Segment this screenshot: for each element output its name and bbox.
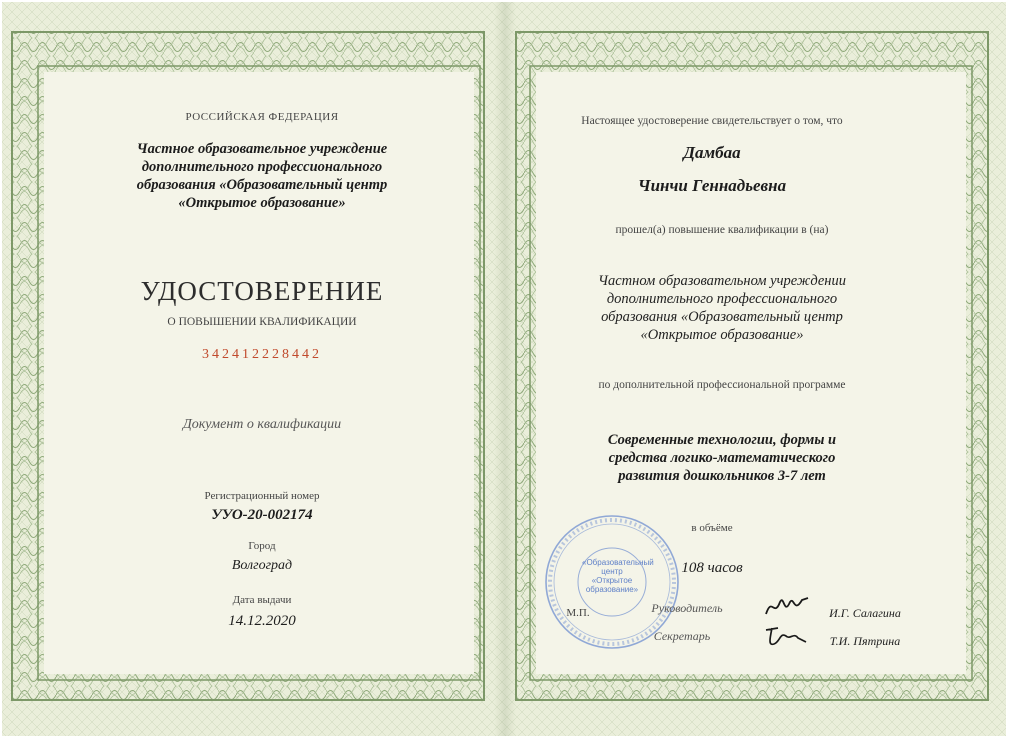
program-title-line: развития дошкольников 3-7 лет — [618, 468, 826, 484]
head-name: И.Г. Салагина — [829, 606, 901, 620]
issuer-org-line: «Открытое образование» — [178, 195, 346, 211]
document-type: Документ о квалификации — [182, 417, 342, 432]
country-label: РОССИЙСКАЯ ФЕДЕРАЦИЯ — [185, 111, 339, 123]
stamp-line: «Открытое — [591, 576, 633, 585]
city-value: Волгоград — [231, 558, 293, 573]
training-org-line: Частном образовательном учреждении — [598, 273, 846, 289]
serial-number: 342412228442 — [202, 347, 322, 362]
secretary-label: Секретарь — [653, 629, 711, 643]
head-label: Руководитель — [651, 601, 723, 615]
program-title-line: средства логико-математического — [608, 450, 836, 466]
issuer-org — [82, 140, 442, 212]
volume-label: в объёме — [691, 522, 733, 534]
training-org-line: «Открытое образование» — [640, 327, 804, 343]
registration-number: УУО-20-002174 — [211, 507, 313, 523]
holder-name: Чинчи Геннадьевна — [637, 176, 787, 195]
head-signature — [762, 592, 812, 620]
program-title — [542, 431, 902, 485]
passed-text: прошел(а) повышение квалификации в (на) — [615, 224, 829, 236]
registration-label: Регистрационный номер — [204, 490, 320, 502]
seal-place-label: М.П. — [566, 607, 590, 619]
stamp-center-text — [582, 558, 654, 594]
training-org-line: дополнительного профессионального — [606, 291, 838, 307]
intro-text: Настоящее удостоверение свидетельствует о том, что — [581, 115, 843, 127]
issuer-org-line: образования «Образовательный центр — [136, 177, 388, 193]
stamp-line: центр — [601, 567, 623, 576]
stamp-line: «Образовательный — [582, 558, 654, 567]
center-fold — [494, 2, 516, 736]
stamp-line: образование» — [585, 585, 639, 594]
program-label: по дополнительной профессиональной программе — [598, 379, 846, 391]
document-title: УДОСТОВЕРЕНИЕ — [140, 276, 384, 306]
issuer-org-line: дополнительного профессионального — [141, 159, 383, 175]
document-subtitle: О ПОВЫШЕНИИ КВАЛИФИКАЦИИ — [167, 316, 357, 328]
secretary-name: Т.И. Пятрина — [829, 634, 901, 648]
city-label: Город — [248, 540, 276, 552]
program-title-line: Современные технологии, формы и — [607, 432, 837, 448]
holder-surname: Дамбаа — [683, 143, 741, 162]
hours-value: 108 часов — [681, 560, 743, 576]
certificate-sheet — [2, 2, 1006, 736]
training-org-line: образования «Образовательный центр — [601, 309, 843, 325]
secretary-signature — [760, 622, 810, 652]
issue-date: 14.12.2020 — [228, 613, 296, 629]
issue-date-label: Дата выдачи — [232, 594, 292, 606]
training-org — [542, 272, 902, 344]
issuer-org-line: Частное образовательное учреждение — [136, 141, 388, 157]
